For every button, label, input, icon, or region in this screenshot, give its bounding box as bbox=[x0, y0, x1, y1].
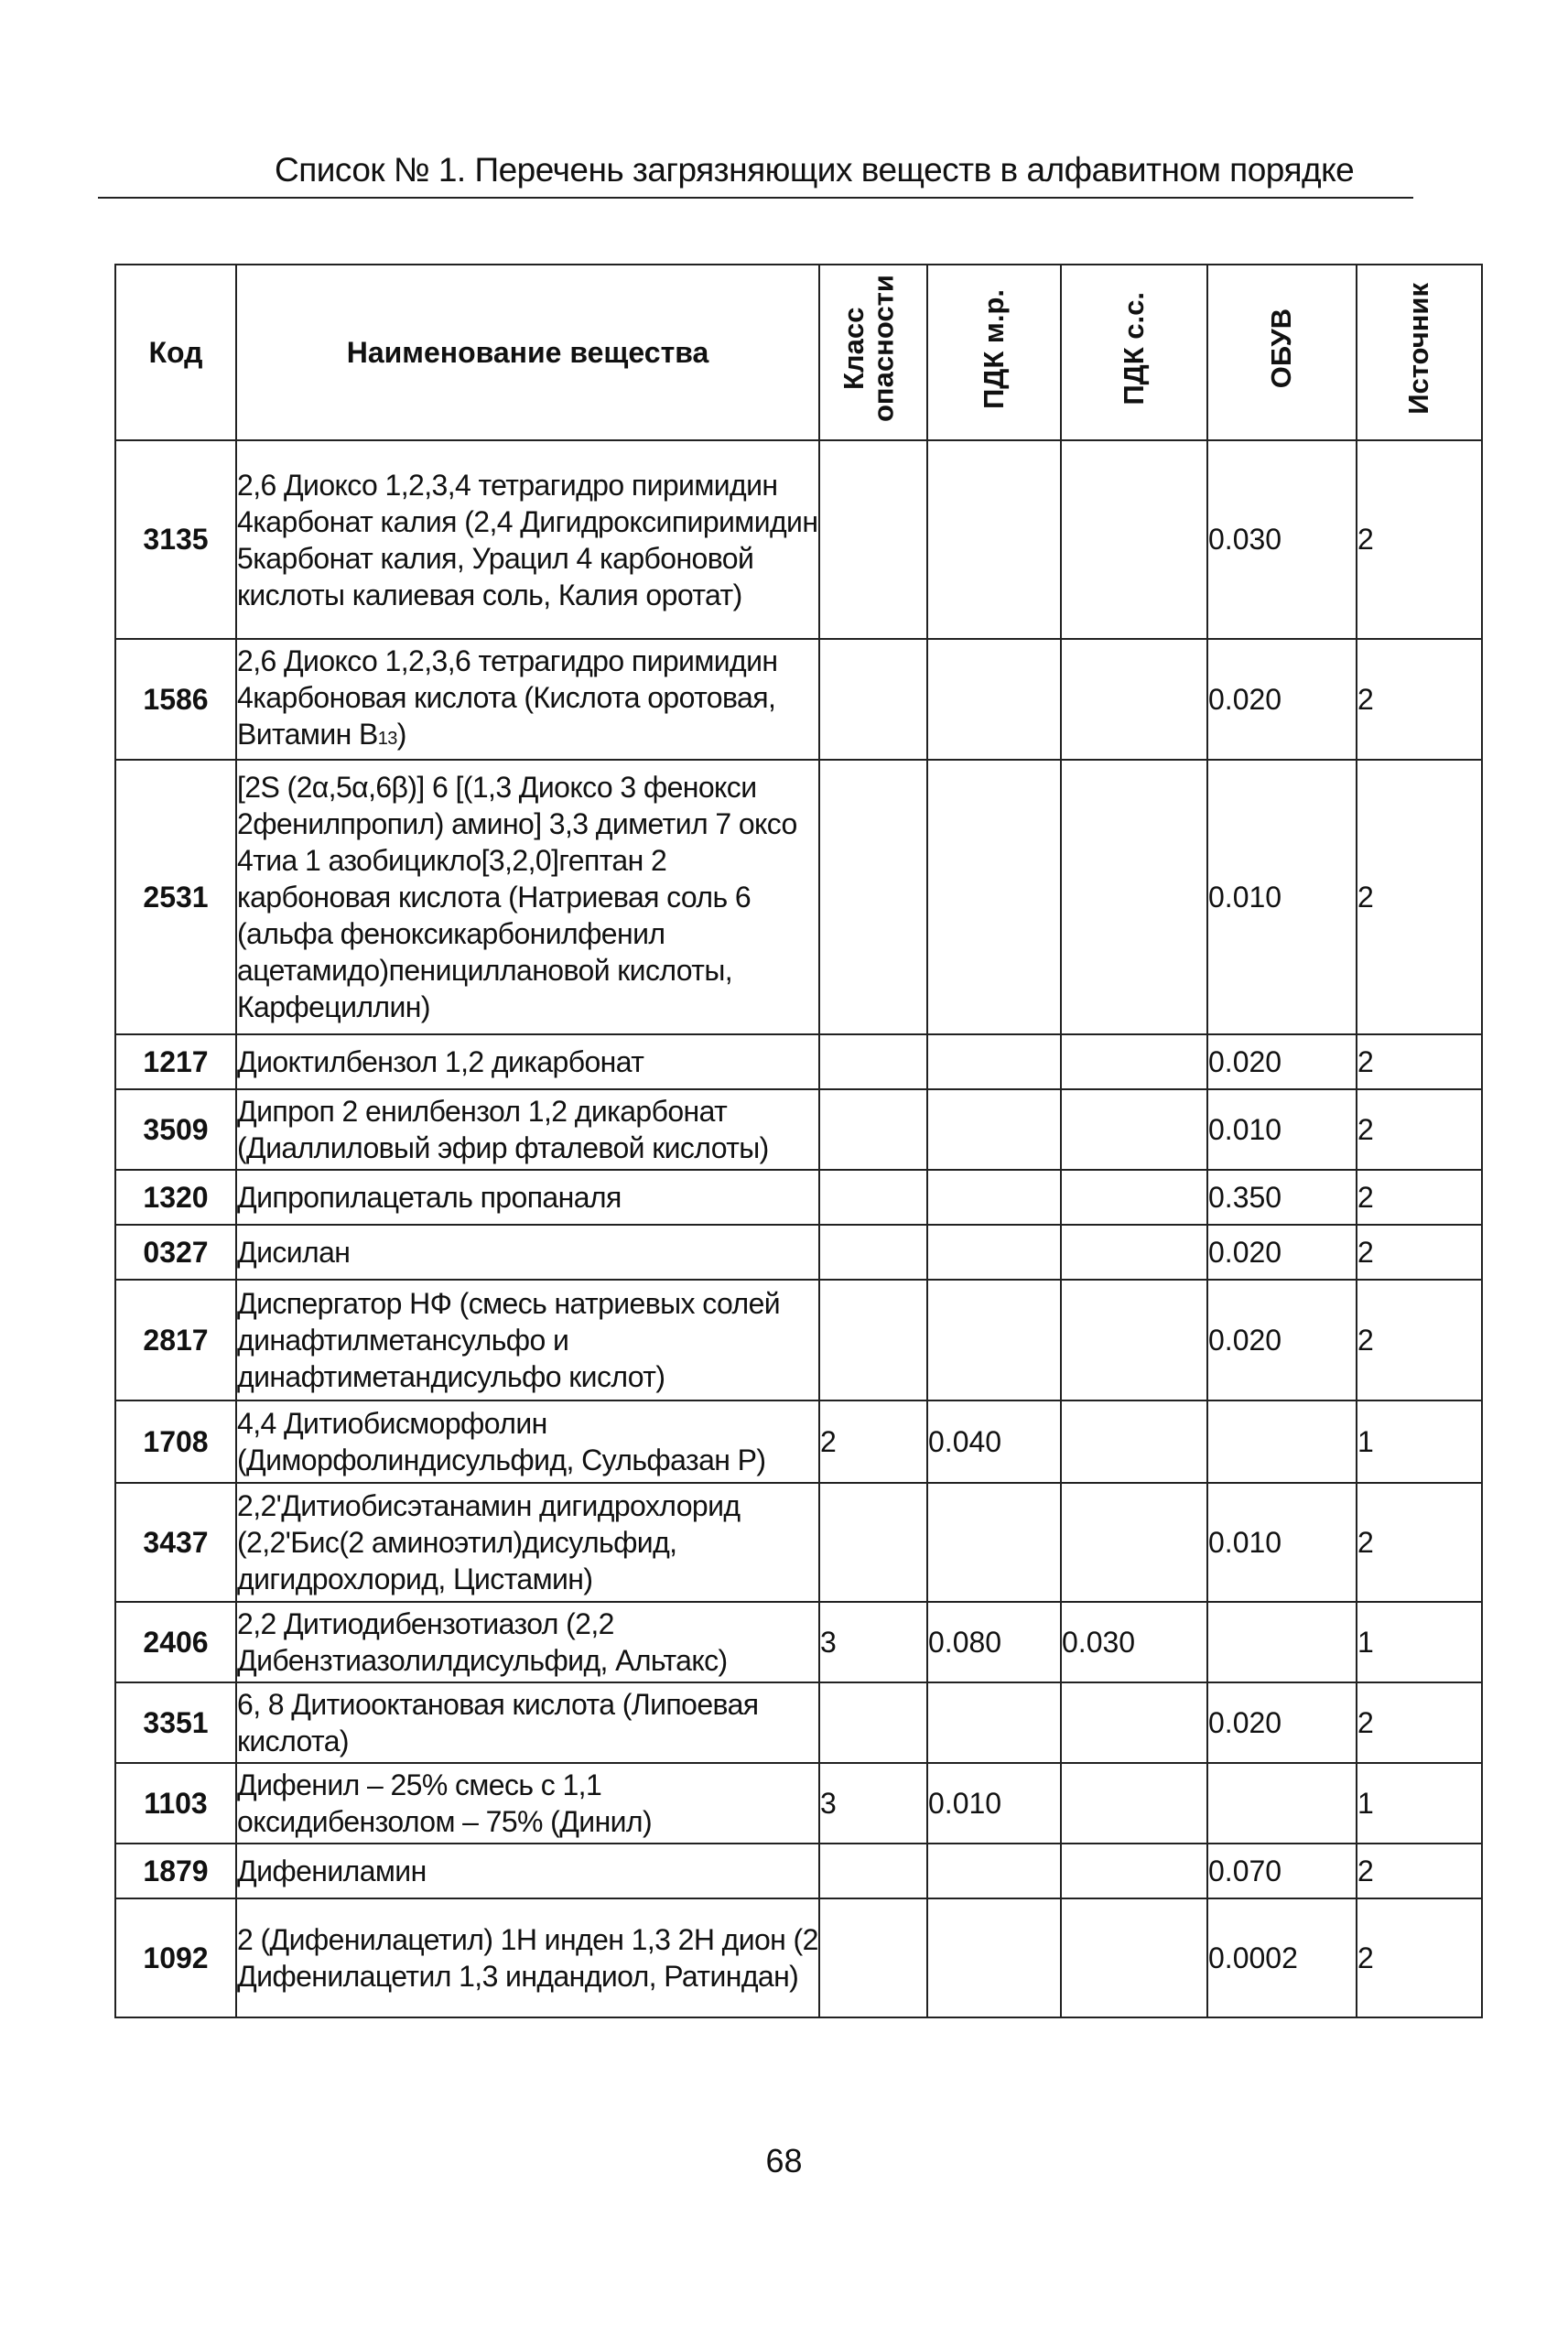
cell-name: Диспергатор НФ (смесь натриевых солей динафтилметансульфо и динафтиметандисульфо кислот) bbox=[236, 1280, 819, 1400]
cell-pdk-mr bbox=[927, 1225, 1061, 1280]
cell-hazard-class bbox=[819, 1483, 927, 1602]
cell-obuv: 0.030 bbox=[1207, 440, 1357, 639]
cell-hazard-class bbox=[819, 639, 927, 760]
col-header-pdk-mr-label: ПДК м.р. bbox=[977, 288, 1010, 409]
cell-pdk-mr bbox=[927, 1483, 1061, 1602]
cell-hazard-class bbox=[819, 1844, 927, 1898]
cell-obuv: 0.070 bbox=[1207, 1844, 1357, 1898]
cell-obuv: 0.0002 bbox=[1207, 1898, 1357, 2017]
cell-name: 2,6 Диоксо 1,2,3,6 тетрагидро пиримидин 4карбоновая кислота (Кислота оротовая, Витамин В13) bbox=[236, 639, 819, 760]
cell-obuv bbox=[1207, 1763, 1357, 1844]
title-underline bbox=[98, 197, 1413, 199]
cell-pdk-mr bbox=[927, 639, 1061, 760]
cell-pdk-mr: 0.080 bbox=[927, 1602, 1061, 1682]
cell-obuv: 0.010 bbox=[1207, 1089, 1357, 1170]
cell-source: 2 bbox=[1357, 1089, 1482, 1170]
table-row bbox=[115, 639, 1482, 760]
cell-obuv: 0.020 bbox=[1207, 1280, 1357, 1400]
cell-hazard-class bbox=[819, 1170, 927, 1225]
cell-hazard-class: 2 bbox=[819, 1400, 927, 1483]
table-row bbox=[115, 1483, 1482, 1602]
cell-pdk-ss bbox=[1061, 1483, 1207, 1602]
cell-pdk-ss bbox=[1061, 1089, 1207, 1170]
col-header-name: Наименование вещества bbox=[236, 265, 819, 440]
cell-pdk-ss bbox=[1061, 1763, 1207, 1844]
table-row bbox=[115, 1170, 1482, 1225]
cell-pdk-mr: 0.010 bbox=[927, 1763, 1061, 1844]
page-title: Список № 1. Перечень загрязняющих веществ в алфавитном порядке bbox=[275, 151, 1355, 189]
table-row bbox=[115, 1400, 1482, 1483]
table-row bbox=[115, 1682, 1482, 1763]
cell-code: 1708 bbox=[115, 1400, 236, 1483]
cell-name: Диоктилбензол 1,2 дикарбонат bbox=[236, 1034, 819, 1089]
cell-pdk-ss bbox=[1061, 440, 1207, 639]
cell-pdk-ss: 0.030 bbox=[1061, 1602, 1207, 1682]
cell-pdk-mr bbox=[927, 1280, 1061, 1400]
table-row bbox=[115, 1602, 1482, 1682]
cell-pdk-ss bbox=[1061, 1844, 1207, 1898]
table-row bbox=[115, 1763, 1482, 1844]
cell-obuv: 0.020 bbox=[1207, 639, 1357, 760]
cell-name: Дисилан bbox=[236, 1225, 819, 1280]
cell-name: 2,2'Дитиобисэтанамин дигидрохлорид (2,2'Бис(2 аминоэтил)дисульфид, дигидрохлорид, Цистамин) bbox=[236, 1483, 819, 1602]
cell-code: 1879 bbox=[115, 1844, 236, 1898]
cell-pdk-ss bbox=[1061, 1170, 1207, 1225]
col-header-obuv bbox=[1207, 265, 1357, 440]
cell-code: 2406 bbox=[115, 1602, 236, 1682]
cell-code: 2817 bbox=[115, 1280, 236, 1400]
cell-name: Дифенил – 25% смесь с 1,1 оксидибензолом – 75% (Динил) bbox=[236, 1763, 819, 1844]
cell-pdk-ss bbox=[1061, 639, 1207, 760]
cell-obuv: 0.020 bbox=[1207, 1682, 1357, 1763]
cell-name: 2 (Дифенилацетил) 1Н инден 1,3 2Н дион (2 Дифенилацетил 1,3 индандиол, Ратиндан) bbox=[236, 1898, 819, 2017]
col-header-source bbox=[1357, 265, 1482, 440]
cell-hazard-class: 3 bbox=[819, 1763, 927, 1844]
cell-source: 2 bbox=[1357, 639, 1482, 760]
substances-table bbox=[114, 264, 1483, 2018]
cell-name: Дифениламин bbox=[236, 1844, 819, 1898]
cell-hazard-class: 3 bbox=[819, 1602, 927, 1682]
cell-pdk-ss bbox=[1061, 1898, 1207, 2017]
cell-source: 2 bbox=[1357, 1483, 1482, 1602]
col-header-hazard-class-label: Класс опасности bbox=[838, 275, 900, 423]
cell-obuv bbox=[1207, 1602, 1357, 1682]
table-row bbox=[115, 1898, 1482, 2017]
cell-source: 2 bbox=[1357, 1225, 1482, 1280]
cell-source: 2 bbox=[1357, 1898, 1482, 2017]
cell-pdk-mr bbox=[927, 760, 1061, 1034]
table-row bbox=[115, 440, 1482, 639]
col-header-hazard-class bbox=[819, 265, 927, 440]
cell-code: 1320 bbox=[115, 1170, 236, 1225]
cell-pdk-mr bbox=[927, 1898, 1061, 2017]
cell-source: 1 bbox=[1357, 1763, 1482, 1844]
cell-name: Дипропилацеталь пропаналя bbox=[236, 1170, 819, 1225]
cell-hazard-class bbox=[819, 440, 927, 639]
cell-code: 0327 bbox=[115, 1225, 236, 1280]
cell-source: 2 bbox=[1357, 440, 1482, 639]
col-header-pdk-mr bbox=[927, 265, 1061, 440]
cell-source: 2 bbox=[1357, 1844, 1482, 1898]
cell-code: 1092 bbox=[115, 1898, 236, 2017]
table-row bbox=[115, 760, 1482, 1034]
cell-source: 1 bbox=[1357, 1602, 1482, 1682]
cell-hazard-class bbox=[819, 1682, 927, 1763]
cell-hazard-class bbox=[819, 1280, 927, 1400]
col-header-source-label: Источник bbox=[1402, 283, 1435, 415]
table-row bbox=[115, 1280, 1482, 1400]
cell-name: Дипроп 2 енилбензол 1,2 дикарбонат (Диаллиловый эфир фталевой кислоты) bbox=[236, 1089, 819, 1170]
cell-code: 1586 bbox=[115, 639, 236, 760]
cell-hazard-class bbox=[819, 1898, 927, 2017]
cell-hazard-class bbox=[819, 1225, 927, 1280]
cell-pdk-ss bbox=[1061, 1225, 1207, 1280]
cell-pdk-mr bbox=[927, 1034, 1061, 1089]
cell-code: 1217 bbox=[115, 1034, 236, 1089]
cell-obuv: 0.020 bbox=[1207, 1225, 1357, 1280]
cell-source: 2 bbox=[1357, 1170, 1482, 1225]
cell-pdk-mr: 0.040 bbox=[927, 1400, 1061, 1483]
table-header-row bbox=[115, 265, 1482, 440]
cell-source: 2 bbox=[1357, 760, 1482, 1034]
table-row bbox=[115, 1089, 1482, 1170]
cell-source: 2 bbox=[1357, 1280, 1482, 1400]
cell-pdk-ss bbox=[1061, 1280, 1207, 1400]
cell-code: 2531 bbox=[115, 760, 236, 1034]
cell-pdk-ss bbox=[1061, 1682, 1207, 1763]
cell-obuv: 0.010 bbox=[1207, 1483, 1357, 1602]
cell-name: 6, 8 Дитиооктановая кислота (Липоевая кислота) bbox=[236, 1682, 819, 1763]
cell-name: [2S (2α,5α,6β)] 6 [(1,3 Диоксо 3 фенокси 2фенилпропил) амино] 3,3 диметил 7 оксо 4тиа 1 азобицикло[3,2,0]гептан 2 карбоновая кислота (Натриевая соль 6 (альфа феноксикарбонилфенил ацетамидо)пенициллановой кислоты, Карфециллин) bbox=[236, 760, 819, 1034]
cell-obuv: 0.010 bbox=[1207, 760, 1357, 1034]
cell-hazard-class bbox=[819, 1089, 927, 1170]
cell-hazard-class bbox=[819, 760, 927, 1034]
cell-pdk-mr bbox=[927, 440, 1061, 639]
col-header-obuv-label: ОБУВ bbox=[1265, 308, 1298, 389]
cell-code: 3437 bbox=[115, 1483, 236, 1602]
page-number: 68 bbox=[765, 2142, 803, 2179]
cell-obuv: 0.350 bbox=[1207, 1170, 1357, 1225]
col-header-pdk-ss-label: ПДК с.с. bbox=[1117, 292, 1150, 406]
cell-code: 3135 bbox=[115, 440, 236, 639]
cell-code: 1103 bbox=[115, 1763, 236, 1844]
cell-pdk-mr bbox=[927, 1170, 1061, 1225]
cell-pdk-mr bbox=[927, 1089, 1061, 1170]
cell-source: 2 bbox=[1357, 1682, 1482, 1763]
cell-pdk-ss bbox=[1061, 760, 1207, 1034]
cell-obuv bbox=[1207, 1400, 1357, 1483]
cell-code: 3351 bbox=[115, 1682, 236, 1763]
cell-code: 3509 bbox=[115, 1089, 236, 1170]
cell-pdk-mr bbox=[927, 1844, 1061, 1898]
cell-source: 2 bbox=[1357, 1034, 1482, 1089]
cell-name: 4,4 Дитиобисморфолин (Диморфолиндисульфид, Сульфазан Р) bbox=[236, 1400, 819, 1483]
col-header-pdk-ss bbox=[1061, 265, 1207, 440]
cell-pdk-ss bbox=[1061, 1034, 1207, 1089]
col-header-code: Код bbox=[115, 265, 236, 440]
cell-hazard-class bbox=[819, 1034, 927, 1089]
cell-name: 2,6 Диоксо 1,2,3,4 тетрагидро пиримидин 4карбонат калия (2,4 Дигидроксипиримидин 5карбонат калия, Урацил 4 карбоновой кислоты калиевая соль, Калия оротат) bbox=[236, 440, 819, 639]
cell-name: 2,2 Дитиодибензотиазол (2,2 Дибензтиазолилдисульфид, Альтакс) bbox=[236, 1602, 819, 1682]
table-row bbox=[115, 1034, 1482, 1089]
table-row bbox=[115, 1225, 1482, 1280]
cell-pdk-ss bbox=[1061, 1400, 1207, 1483]
cell-pdk-mr bbox=[927, 1682, 1061, 1763]
cell-obuv: 0.020 bbox=[1207, 1034, 1357, 1089]
cell-source: 1 bbox=[1357, 1400, 1482, 1483]
table-row bbox=[115, 1844, 1482, 1898]
